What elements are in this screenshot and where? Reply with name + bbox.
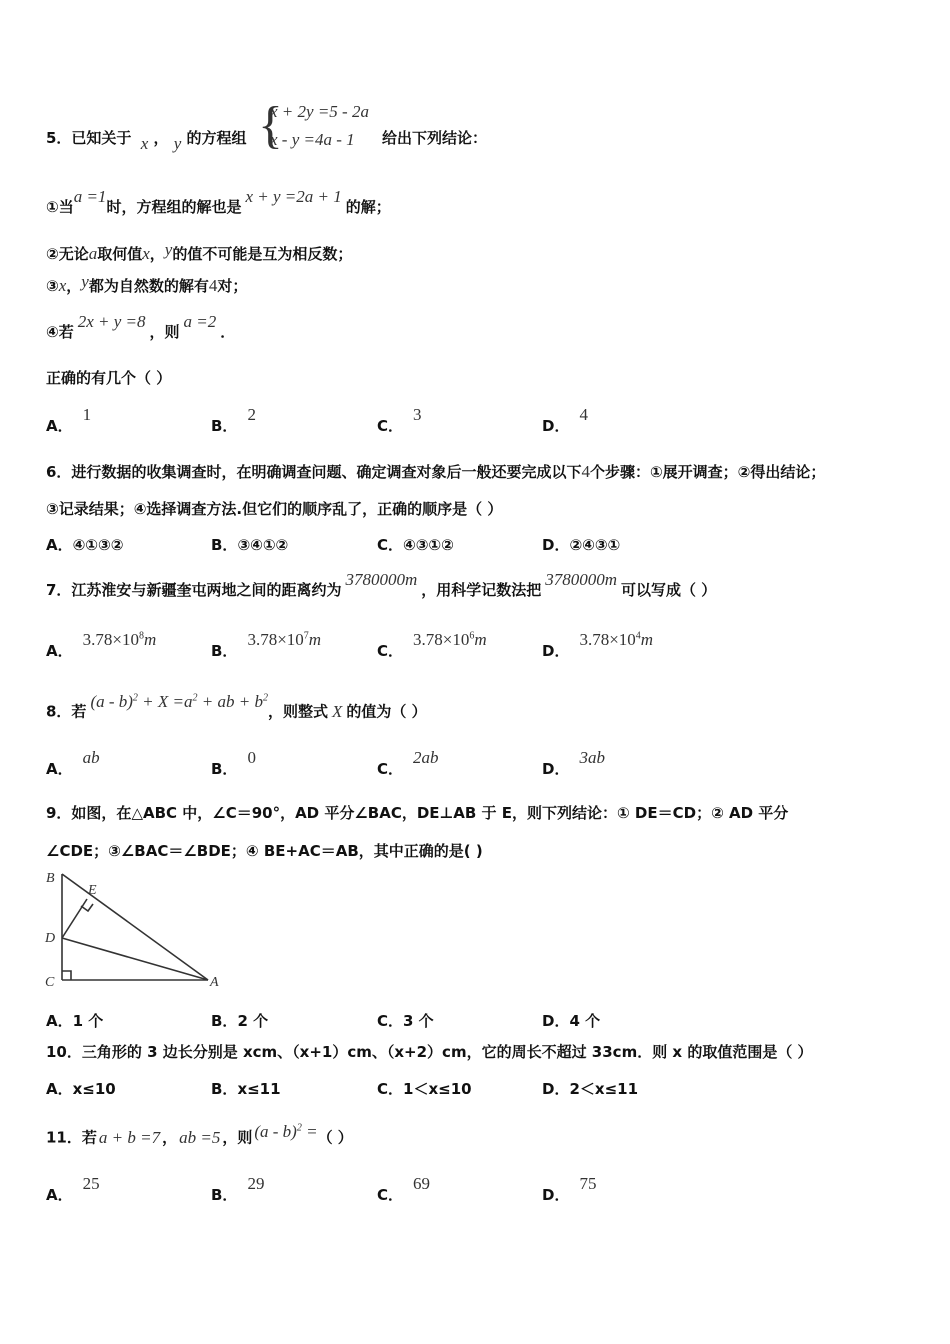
q9-right-angle-c [62,971,71,980]
q10-option-b-label: B． [211,1080,238,1098]
q5-option-c[interactable] [377,405,422,436]
q8-option-a[interactable] [46,748,100,779]
q5-mid: 的方程组 [186,129,247,147]
q7-option-d-exp: 4 [635,630,641,642]
q11-option-d[interactable] [542,1174,597,1205]
q11-option-b-label: B． [211,1186,238,1204]
q7-option-a-value [83,630,157,649]
q11-option-b-value: 29 [247,1174,265,1193]
q5-c2-c: ， [149,245,165,263]
q11-a: 11．若 [46,1128,97,1147]
q6-line1-a: 6．进行数据的收集调查时，在明确调查问题、确定调查对象后一般还要完成以下 [46,463,582,481]
q6-option-a-label: A． [46,536,73,554]
q11-c: ，则 [222,1128,253,1147]
q5-num: 5．已知关于 [46,129,132,147]
q9-option-c[interactable] [377,1010,434,1031]
q9-option-d-value: 4 个 [569,1012,601,1030]
q9-option-d[interactable] [542,1010,600,1031]
q10-option-d-value: 2＜x≤11 [569,1080,639,1098]
q9-option-b-label: B． [211,1012,238,1030]
q5-c3-math3: 4 [208,276,218,295]
q7-option-a-exp: 8 [138,630,144,642]
q5-c3-b: ， [66,277,82,295]
q5-var-y: y [173,134,182,153]
q5-c1-b: 时，方程组的解也是 [106,198,242,216]
q9-triangle-figure [40,868,230,994]
q11-option-d-value: 75 [579,1174,597,1193]
q7-option-b-exp: 7 [303,630,309,642]
q8-e2: 2 [192,692,198,703]
q9-label-e: E [88,883,97,898]
q5-c3-c: 都为自然数的解有 [88,277,209,295]
q5-c1-math1: a =1 [73,187,107,206]
q10-stem: 10．三角形的 3 边长分别是 xcm、（x+1）cm、（x+2）cm，它的周长不超过 33cm．则 x 的取值范围是（ ） [46,1043,813,1061]
q5-c1-math2: x + y =2a + 1 [245,187,342,206]
q11-option-b[interactable] [211,1174,265,1205]
q7-option-b-base: 3.78×10 [247,630,304,649]
q5-option-b-label: B． [211,417,238,435]
q7-option-d-value [579,630,653,649]
q7-option-a-unit: m [143,630,157,649]
q7-option-d-unit: m [640,630,654,649]
q9-option-b-value: 2 个 [237,1012,269,1030]
q9-stem-line2: ∠CDE；③∠BAC＝∠BDE；④ BE+AC＝AB，其中正确的是( ) [46,842,483,860]
q5-option-d-value: 4 [579,405,588,424]
q6-stem-line1 [46,462,825,482]
q8-stem [46,691,427,722]
q5-option-a[interactable] [46,405,92,436]
q5-system-brace: { [258,97,283,154]
q6-line1-math: 4 [581,462,590,481]
q5-stem [46,128,247,153]
q9-segment-de [62,899,87,938]
q5-conclusion-2 [46,240,353,264]
q9-option-b[interactable] [211,1010,268,1031]
q7-option-c-value [413,630,487,649]
q10-option-c[interactable] [377,1078,472,1099]
q11-e3: 2 [296,1122,302,1133]
q8-option-d-value: 3ab [579,748,605,767]
q9-option-c-label: C． [377,1012,404,1030]
q11-option-c-value: 69 [413,1174,431,1193]
q5-option-d[interactable] [542,405,588,436]
q10-option-c-value: 1＜x≤10 [403,1080,472,1098]
q5-eq2: x - y =4a - 1 [270,130,355,149]
q8-b: ，则整式 [267,702,328,721]
q9-side-ab [62,874,208,980]
q10-option-a-value: x≤10 [72,1080,116,1098]
q10-option-d-label: D． [542,1080,570,1098]
q8-option-c[interactable] [377,748,439,779]
q5-c4-c: ． [220,323,236,341]
q9-label-d: D [45,931,56,946]
q5-option-b-value: 2 [247,405,256,424]
q8-math-x: X [331,701,343,721]
q6-option-b[interactable] [211,534,288,555]
q7-math1: 3780000m [345,570,418,589]
q6-option-b-label: B． [211,536,238,554]
q5-option-c-value: 3 [413,405,422,424]
q5-c2-math1: a [88,244,98,263]
q7-option-c-label: C． [377,642,404,660]
q5-eq1: x + 2y =5 - 2a [270,102,369,121]
q5-c1-a: ①当 [46,198,74,216]
q10-option-b[interactable] [211,1078,281,1099]
q5-c3-math2: y [81,272,89,291]
q6-option-b-value: ③④①② [237,536,289,554]
q7-b: ，用科学记数法把 [421,581,542,599]
q6-option-a-value: ④①③② [72,536,124,554]
q5-equation-system [258,97,388,158]
q9-option-a-value: 1 个 [72,1012,104,1030]
q8-c: 的值为（ ） [346,702,427,721]
q5-c4-math1: 2x + y =8 [77,312,146,331]
q7-option-c-exp: 6 [469,630,475,642]
q8-option-d-label: D． [542,760,570,778]
q5-c3-math1: x [58,276,67,295]
q5-tail: 给出下列结论： [382,129,488,147]
q11-b: ， [162,1128,178,1147]
q5-c3-d: 对； [217,277,248,295]
q8-option-b[interactable] [211,748,256,779]
q8-e3: 2 [262,692,268,703]
q7-option-c-unit: m [474,630,487,649]
q7-option-d-label: D． [542,642,570,660]
q7-option-a-base: 3.78×10 [82,630,139,649]
q5-c4-b: ，则 [149,323,180,341]
q5-conclusion-1 [46,187,391,217]
q11-m3: (a - b) [254,1121,297,1141]
q5-c2-b: 取何值 [97,245,143,263]
q5-c2-math2: x [142,244,150,263]
q7-option-d-base: 3.78×10 [579,630,636,649]
q8-a: 8．若 [46,702,87,721]
q6-option-c[interactable] [377,534,454,555]
q5-conclusion-3 [46,272,248,296]
q11-option-c-label: C． [377,1186,404,1204]
q6-option-a[interactable] [46,534,123,555]
q6-option-c-label: C． [377,536,404,554]
q8-e1: 2 [132,692,138,703]
q5-c4-a: ④若 [46,323,74,341]
q7-option-b-unit: m [308,630,322,649]
q11-expression [254,1122,317,1141]
q7-option-b-label: B． [211,642,238,660]
q5-comma: ， [153,129,169,147]
q9-label-b: B [46,871,55,886]
q8-option-c-label: C． [377,760,404,778]
q5-c1-c: 的解； [345,198,391,216]
q5-option-d-label: D． [542,417,570,435]
q9-option-a-label: A． [46,1012,73,1030]
q5-conclusion-4 [46,312,236,342]
q11-stem [46,1121,353,1148]
q10-option-a-label: A． [46,1080,73,1098]
q7-option-b-value [247,630,321,649]
q8-option-a-value: ab [82,748,100,767]
q5-var-x: x [140,134,149,153]
q11-option-a-value: 25 [82,1174,100,1193]
q11-math2: ab =5 [179,1127,221,1147]
q5-question: 正确的有几个（ ） [46,369,172,387]
q11-m4: = [301,1121,318,1141]
q6-option-c-value: ④③①② [403,536,454,554]
q7-a: 7．江苏淮安与新疆奎屯两地之间的距离约为 [46,581,342,599]
q11-option-c[interactable] [377,1174,431,1205]
q11-math1: a + b =7 [98,1127,161,1147]
q5-c2-d: 的值不可能是互为相反数； [172,245,353,263]
q6-stem-line2: ③记录结果；④选择调查方法.但它们的顺序乱了，正确的顺序是（ ） [46,500,503,518]
q10-option-a[interactable] [46,1078,116,1099]
q9-segment-ad [62,938,208,980]
q10-option-d[interactable] [542,1078,638,1099]
q8-option-c-value: 2ab [413,748,439,767]
q8-option-b-value: 0 [247,748,256,767]
q10-option-b-value: x≤11 [237,1080,281,1098]
q11-option-a-label: A． [46,1186,73,1204]
q6-line1-b: 个步骤：①展开调查；②得出结论； [589,463,826,481]
q9-label-a: A [210,975,219,990]
q5-c3-a: ③ [46,277,59,295]
q9-option-a[interactable] [46,1010,103,1031]
q7-option-c-base: 3.78×10 [413,630,470,649]
q5-option-b[interactable] [211,405,256,436]
q8-option-d[interactable] [542,748,605,779]
q9-label-c: C [45,975,55,990]
q8-m2: + X =a [137,691,193,711]
q11-option-d-label: D． [542,1186,570,1204]
q11-option-a[interactable] [46,1174,100,1205]
q5-option-c-label: C． [377,417,404,435]
q8-option-a-label: A． [46,760,73,778]
q8-m1: (a - b) [90,691,133,711]
q6-option-d[interactable] [542,534,620,555]
q7-stem [46,570,717,600]
q5-c2-a: ②无论 [46,245,89,263]
q9-stem-line1: 9．如图，在△ABC 中，∠C＝90°，AD 平分∠BAC，DE⊥AB 于 E，则下列结论：① DE＝CD；② AD 平分 [46,804,789,822]
q10-option-c-label: C． [377,1080,404,1098]
q8-m3: + ab + b [197,691,263,711]
q9-option-c-value: 3 个 [403,1012,434,1030]
q7-c: 可以写成（ ） [621,581,717,599]
q6-option-d-label: D． [542,536,570,554]
q5-c4-math2: a =2 [183,312,217,331]
q7-math2: 3780000m [545,570,618,589]
q5-option-a-value: 1 [82,405,92,424]
q7-option-a-label: A． [46,642,73,660]
q9-option-d-label: D． [542,1012,570,1030]
q5-option-a-label: A． [46,417,73,435]
q8-option-b-label: B． [211,760,238,778]
q11-d: （ ） [317,1128,353,1147]
q8-expression [90,692,268,711]
q5-c2-math3: y [164,240,173,259]
q6-option-d-value: ②④③① [569,536,621,554]
